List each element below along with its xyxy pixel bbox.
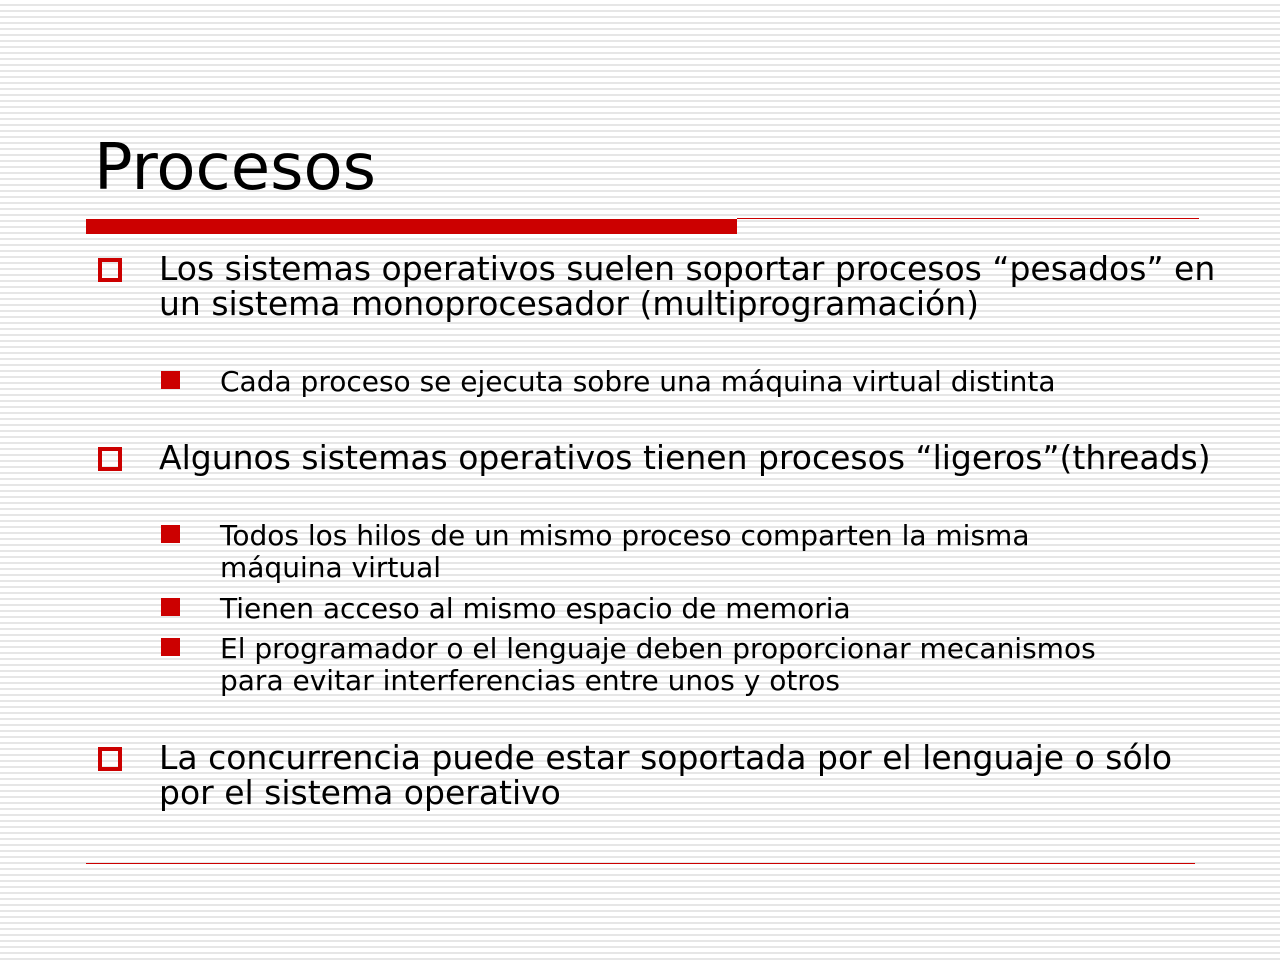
sub-bullet-item xyxy=(220,633,1120,697)
filled-square-bullet-icon xyxy=(161,525,180,543)
hollow-square-bullet-icon xyxy=(98,258,122,282)
title-underline-thin xyxy=(737,218,1199,219)
sub-bullet-item xyxy=(220,593,1120,625)
slide-title: Procesos xyxy=(94,131,376,205)
sub-bullet-text: Cada proceso se ejecuta sobre una máquina virtual distinta xyxy=(220,365,1056,398)
bullet-text: Algunos sistemas operativos tienen procesos “ligeros”(threads) xyxy=(159,438,1211,477)
sub-bullet-item xyxy=(220,520,1120,584)
sub-bullet-text: Tienen acceso al mismo espacio de memoria xyxy=(220,592,851,625)
title-underline-thick xyxy=(86,219,737,234)
bullet-item xyxy=(159,740,1219,810)
hollow-square-bullet-icon xyxy=(98,447,122,471)
sub-bullet-item xyxy=(220,366,1120,398)
bullet-text: La concurrencia puede estar soportada por el lenguaje o sólo por el sistema operativo xyxy=(159,738,1173,812)
bullet-text: Los sistemas operativos suelen soportar procesos “pesados” en un sistema monoprocesador (multiprogramación) xyxy=(159,249,1216,323)
bullet-item xyxy=(159,440,1219,475)
sub-bullet-text: El programador o el lenguaje deben proporcionar mecanismos para evitar interferencias entre unos y otros xyxy=(220,632,1096,697)
footer-rule xyxy=(86,863,1195,864)
filled-square-bullet-icon xyxy=(161,638,180,656)
sub-bullet-text: Todos los hilos de un mismo proceso comparten la misma máquina virtual xyxy=(220,519,1030,584)
filled-square-bullet-icon xyxy=(161,371,180,389)
hollow-square-bullet-icon xyxy=(98,747,122,771)
filled-square-bullet-icon xyxy=(161,598,180,616)
bullet-item xyxy=(159,251,1219,321)
